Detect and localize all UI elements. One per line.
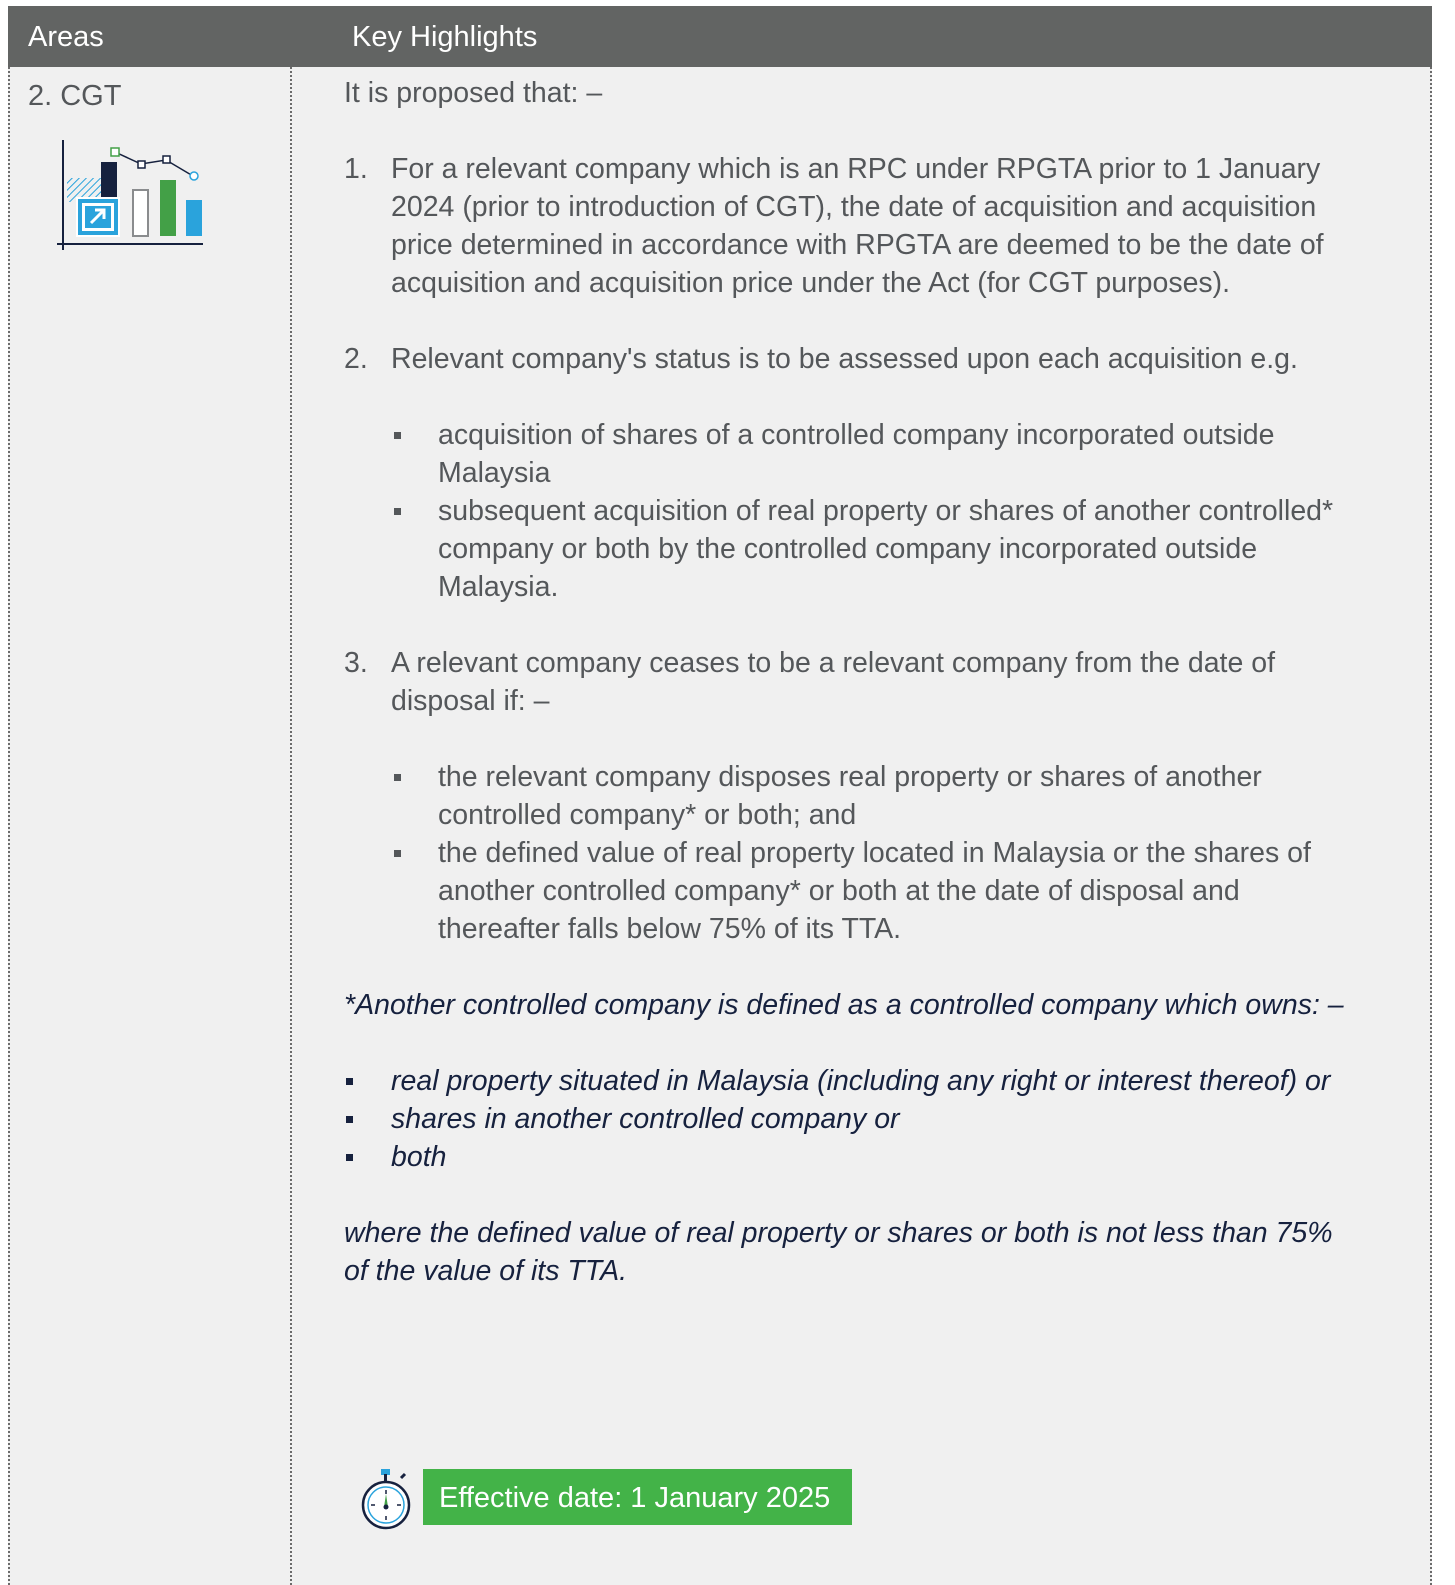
bullet-icon (394, 774, 401, 781)
key-highlights-content (344, 74, 1354, 1290)
sub-item (391, 492, 1354, 606)
sub-item-text: the relevant company disposes real property or shares of another controlled company* or both; and (438, 761, 1262, 831)
note-intro: *Another controlled company is defined as a controlled company which owns: – (344, 989, 1344, 1021)
bullet-icon (394, 432, 401, 439)
item-text: A relevant company ceases to be a relevant company from the date of disposal if: – (391, 647, 1276, 717)
sub-list (391, 416, 1354, 606)
intro-text: It is proposed that: – (344, 77, 603, 109)
note-item (344, 1062, 1354, 1100)
proposal-item (344, 340, 1354, 606)
sub-item-text: acquisition of shares of a controlled company incorporated outside Malaysia (438, 419, 1275, 489)
bar-chart-icon (55, 138, 205, 258)
column-divider (290, 67, 292, 1585)
sub-item (391, 758, 1354, 834)
bullet-icon (346, 1116, 353, 1123)
sub-item-text: subsequent acquisition of real property or shares of another controlled* company or both by the controlled company incorporated outside Malaysia. (438, 495, 1334, 603)
bullet-icon (346, 1078, 353, 1085)
note-item-text: real property situated in Malaysia (including any right or interest thereof) or (391, 1065, 1331, 1097)
proposal-list (344, 150, 1354, 948)
area-label: 2. CGT (28, 80, 122, 112)
note-item (344, 1138, 1354, 1176)
note-item-text: both (391, 1141, 447, 1173)
item-text: For a relevant company which is an RPC under RPGTA prior to 1 January 2024 (prior to introduction of CGT), the date of acquisition and acquisition price determined in accordance with RPGTA are deemed to be the date of acquisition and acquisition price under the Act (for CGT purposes). (391, 153, 1324, 299)
bullet-icon (394, 508, 401, 515)
note-list (344, 1062, 1354, 1176)
note-item-text: shares in another controlled company or (391, 1103, 900, 1135)
effective-date-badge: Effective date: 1 January 2025 (423, 1469, 852, 1525)
header-areas: Areas (28, 21, 104, 53)
sub-list (391, 758, 1354, 948)
item-number: 1. (344, 153, 368, 185)
proposal-item (344, 644, 1354, 948)
note-outro: where the defined value of real property or shares or both is not less than 75% of the value of its TTA. (344, 1217, 1333, 1287)
item-number: 2. (344, 343, 368, 375)
sub-item (391, 416, 1354, 492)
item-text: Relevant company's status is to be assessed upon each acquisition e.g. (391, 343, 1298, 375)
sub-item (391, 834, 1354, 948)
bullet-icon (394, 850, 401, 857)
note-item (344, 1100, 1354, 1138)
table-header (8, 6, 1432, 67)
stopwatch-icon (355, 1462, 415, 1537)
proposal-item (344, 150, 1354, 302)
item-number: 3. (344, 647, 368, 679)
bullet-icon (346, 1154, 353, 1161)
header-key-highlights: Key Highlights (352, 21, 538, 53)
sub-item-text: the defined value of real property located in Malaysia or the shares of another controlled company* or both at the date of disposal and thereafter falls below 75% of its TTA. (438, 837, 1311, 945)
